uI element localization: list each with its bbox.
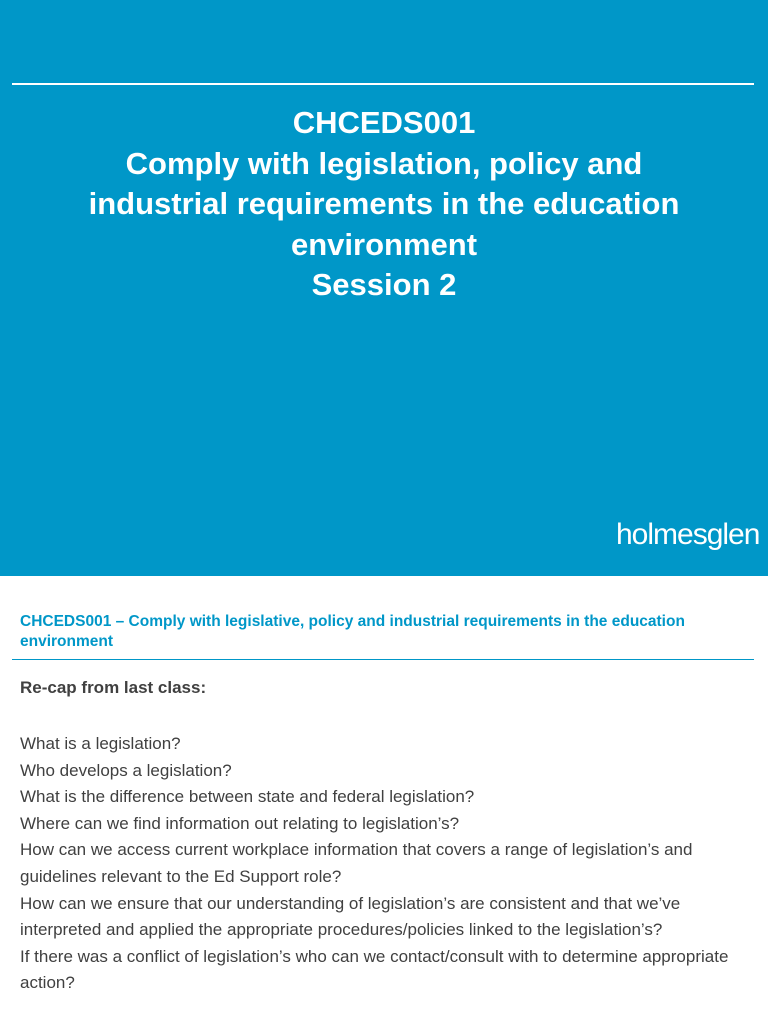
- list-item: How can we access current workplace information that covers a range of legislation’s and guidelines relevant to the Ed Support role?: [20, 840, 693, 886]
- title-line-3: environment: [290, 226, 478, 262]
- slide-heading: CHCEDS001 – Comply with legislative, policy and industrial requirements in the education environment: [20, 613, 685, 650]
- list-item: If there was a conflict of legislation’s who can we contact/consult with to determine appropriate action?: [20, 946, 729, 993]
- holmesglen-logo: [616, 520, 759, 550]
- title-line-2: industrial requirements in the education: [88, 186, 680, 221]
- list-item: How can we ensure that our understanding of legislation’s are consistent and that we’ve interpreted and applied the appropriate procedures/policies linked to the legislation’s?: [20, 893, 681, 940]
- recap-slide: [0, 576, 768, 1024]
- heading-divider: [12, 659, 754, 660]
- title-line-1: Comply with legislation, policy and: [125, 145, 643, 181]
- title-line-session: Session 2: [311, 267, 457, 302]
- question-list: [20, 731, 756, 997]
- logo-text: holmesglen: [616, 518, 760, 551]
- list-item: What is a legislation?: [20, 734, 181, 753]
- recap-title: Re-cap from last class:: [20, 678, 207, 697]
- list-item: What is the difference between state and federal legislation?: [20, 787, 475, 807]
- list-item: Where can we find information out relating to legislation’s?: [20, 813, 460, 833]
- title-line-course-code: CHCEDS001: [292, 105, 476, 140]
- title-divider: [12, 83, 754, 85]
- list-item: Who develops a legislation?: [20, 760, 232, 780]
- slide-title: [0, 103, 768, 306]
